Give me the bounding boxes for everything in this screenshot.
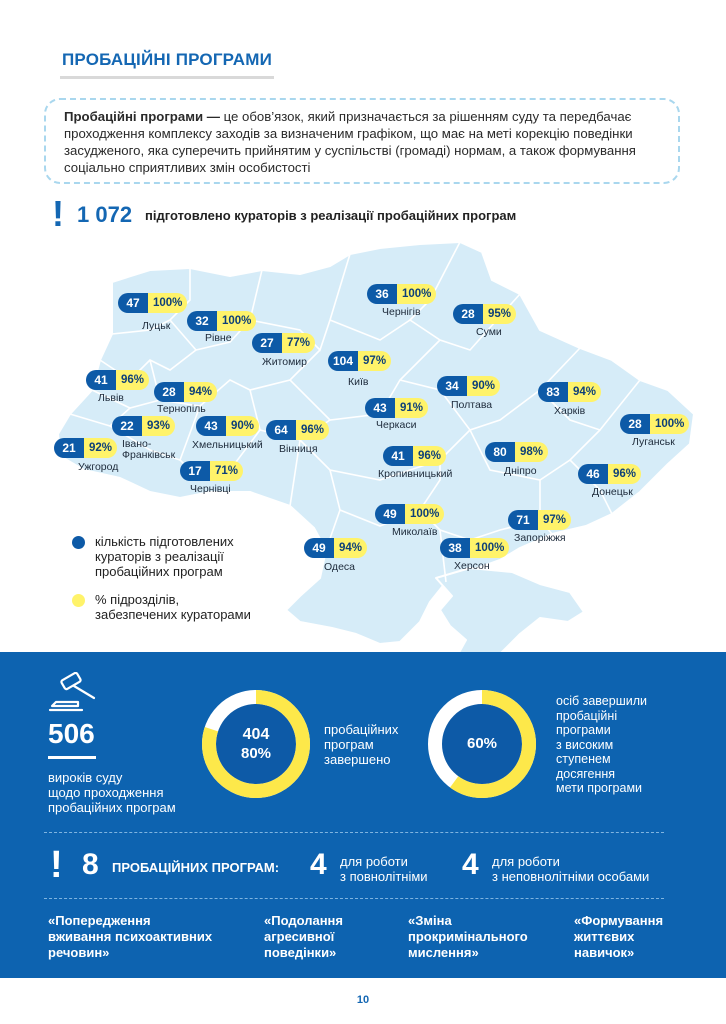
region-chip-vinnytsia: [266, 420, 329, 440]
region-count: 36: [367, 284, 397, 304]
region-pct: 96%: [608, 464, 641, 484]
region-pct: 94%: [568, 382, 601, 402]
region-count: 41: [383, 446, 413, 466]
page-title: ПРОБАЦІЙНІ ПРОГРАМИ: [62, 50, 272, 69]
region-city: Дніпро: [504, 465, 537, 477]
completed-donut: [200, 688, 312, 800]
region-count: 32: [187, 311, 217, 331]
region-pct: 97%: [358, 351, 391, 371]
verdicts-label: вироків суду щодо проходження пробаційних програм: [48, 770, 176, 815]
minors-count: 4: [462, 848, 479, 881]
curators-label: підготовлено кураторів з реалізації пробаційних програм: [145, 208, 517, 223]
region-chip-khmelnytskyi: [196, 416, 259, 436]
region-chip-zhytomyr: [252, 333, 315, 353]
adults-count: 4: [310, 848, 327, 881]
region-count: 64: [266, 420, 296, 440]
region-chip-poltava: [437, 376, 500, 396]
region-chip-lutsk: [118, 293, 187, 313]
legend-pct-label: % підрозділів, забезпечених кураторами: [95, 592, 251, 622]
region-city: Львів: [98, 392, 124, 404]
region-pct: 92%: [84, 438, 117, 458]
region-city: Харків: [554, 405, 586, 417]
region-count: 46: [578, 464, 608, 484]
region-count: 71: [508, 510, 538, 530]
program-item: «Зміна прокримінального мислення»: [408, 913, 528, 960]
region-count: 80: [485, 442, 515, 462]
gavel-icon: [48, 672, 104, 712]
region-count: 21: [54, 438, 84, 458]
region-city: Суми: [476, 326, 502, 338]
definition-box: [44, 98, 680, 184]
region-city: Донецьк: [592, 486, 633, 498]
minors-label: для роботи з неповнолітніми особами: [492, 854, 650, 884]
region-chip-zaporizhzhia: [508, 510, 571, 530]
region-chip-ternopil: [154, 382, 217, 402]
region-city: Запоріжжя: [514, 532, 566, 544]
region-count: 28: [154, 382, 184, 402]
definition-text: це обов’язок, який призначається за рішенням суду та передбачає проходження комплексу заходів за визначеним графіком, що має на меті корекцію поведінки засудженого, яка суперечить прийнятим у суспільстві (громаді) нормам, а також формування соціально сприятливих змін особистості: [64, 109, 636, 175]
adults-label: для роботи з повнолітніми: [340, 854, 428, 884]
region-city: Луганськ: [632, 436, 675, 448]
yellow-dot-icon: [72, 594, 85, 607]
verdicts-value: 506: [48, 718, 95, 749]
region-chip-rivne: [187, 311, 256, 331]
program-item: «Подолання агресивної поведінки»: [264, 913, 343, 960]
region-chip-kyiv: [328, 351, 391, 371]
region-city: Одеса: [324, 561, 355, 573]
region-pct: 100%: [650, 414, 689, 434]
region-count: 47: [118, 293, 148, 313]
region-pct: 77%: [282, 333, 315, 353]
region-pct: 98%: [515, 442, 548, 462]
divider: [44, 898, 664, 899]
region-pct: 100%: [405, 504, 444, 524]
region-city: Хмельницький: [192, 439, 263, 451]
region-city: Вінниця: [279, 443, 318, 455]
region-chip-luhansk: [620, 414, 689, 434]
region-count: 22: [112, 416, 142, 436]
region-city: Миколаїв: [392, 526, 438, 538]
region-pct: 95%: [483, 304, 516, 324]
region-pct: 90%: [467, 376, 500, 396]
region-city: Луцьк: [142, 320, 171, 332]
region-chip-kherson: [440, 538, 509, 558]
region-pct: 100%: [217, 311, 256, 331]
completed-label: пробаційних програм завершено: [324, 722, 399, 767]
region-chip-kropyvnytskyi: [383, 446, 446, 466]
high-level-label: осіб завершили пробаційні програми з високим ступенем досягення мети програми: [556, 694, 647, 795]
region-chip-uzhhorod: [54, 438, 117, 458]
region-city: Київ: [348, 376, 369, 388]
region-city: Ужгород: [78, 461, 119, 473]
region-pct: 96%: [413, 446, 446, 466]
region-city: Житомир: [262, 356, 308, 368]
region-pct: 100%: [470, 538, 509, 558]
curators-total: 1 072: [77, 202, 133, 227]
legend-count: [72, 534, 234, 579]
region-pct: 96%: [296, 420, 329, 440]
region-count: 41: [86, 370, 116, 390]
region-chip-chernihiv: [367, 284, 436, 304]
legend-pct: [72, 592, 251, 622]
region-pct: 94%: [334, 538, 367, 558]
region-pct: 90%: [226, 416, 259, 436]
region-count: 27: [252, 333, 282, 353]
region-pct: 97%: [538, 510, 571, 530]
region-chip-cherkasy: [365, 398, 428, 418]
legend-count-label: кількість підготовлених кураторів з реалізації пробаційних програм: [95, 534, 234, 579]
region-pct: 71%: [210, 461, 243, 481]
region-pct: 96%: [116, 370, 149, 390]
region-city: Івано- Франківськ: [122, 438, 176, 461]
region-city: Тернопіль: [157, 403, 206, 415]
completed-value: 404: [242, 726, 270, 743]
region-pct: 91%: [395, 398, 428, 418]
region-count: 28: [453, 304, 483, 324]
region-chip-mykolaiv: [375, 504, 444, 524]
program-item: «Формування життєвих навичок»: [574, 913, 664, 960]
verdicts-underline: [48, 756, 96, 759]
region-count: 17: [180, 461, 210, 481]
region-chip-donetsk: [578, 464, 641, 484]
region-pct: 100%: [397, 284, 436, 304]
blue-dot-icon: [72, 536, 85, 549]
region-city: Чернівці: [190, 483, 231, 495]
region-count: 104: [328, 351, 358, 371]
region-chip-dnipro: [485, 442, 548, 462]
region-count: 34: [437, 376, 467, 396]
region-count: 43: [196, 416, 226, 436]
definition-term: Пробаційні програми —: [64, 109, 220, 124]
region-count: 43: [365, 398, 395, 418]
region-pct: 93%: [142, 416, 175, 436]
region-chip-sumy: [453, 304, 516, 324]
region-chip-ivano-frankivsk: [112, 416, 175, 436]
completed-pct: 80%: [240, 745, 272, 762]
title-underline: [60, 76, 274, 79]
high-level-pct: 60%: [466, 735, 498, 752]
program-item: «Попередження вживання психоактивних речовин»: [48, 913, 213, 960]
region-count: 49: [304, 538, 334, 558]
programs-count: 8: [82, 848, 99, 881]
region-count: 83: [538, 382, 568, 402]
region-city: Полтава: [451, 399, 493, 411]
region-city: Черкаси: [376, 419, 417, 431]
page-number: 10: [356, 994, 370, 1006]
region-city: Рівне: [205, 332, 232, 344]
exclamation-icon: !: [52, 193, 64, 234]
programs-label: ПРОБАЦІЙНИХ ПРОГРАМ:: [112, 860, 280, 875]
region-city: Кропивницький: [378, 468, 453, 480]
region-chip-odesa: [304, 538, 367, 558]
region-count: 38: [440, 538, 470, 558]
divider: [44, 832, 664, 833]
region-chip-kharkiv: [538, 382, 601, 402]
region-count: 28: [620, 414, 650, 434]
region-city: Чернігів: [382, 306, 421, 318]
region-count: 49: [375, 504, 405, 524]
region-pct: 100%: [148, 293, 187, 313]
exclamation-icon: !: [50, 844, 63, 886]
region-city: Херсон: [454, 560, 490, 572]
region-chip-chernivtsi: [180, 461, 243, 481]
region-pct: 94%: [184, 382, 217, 402]
region-chip-lviv: [86, 370, 149, 390]
